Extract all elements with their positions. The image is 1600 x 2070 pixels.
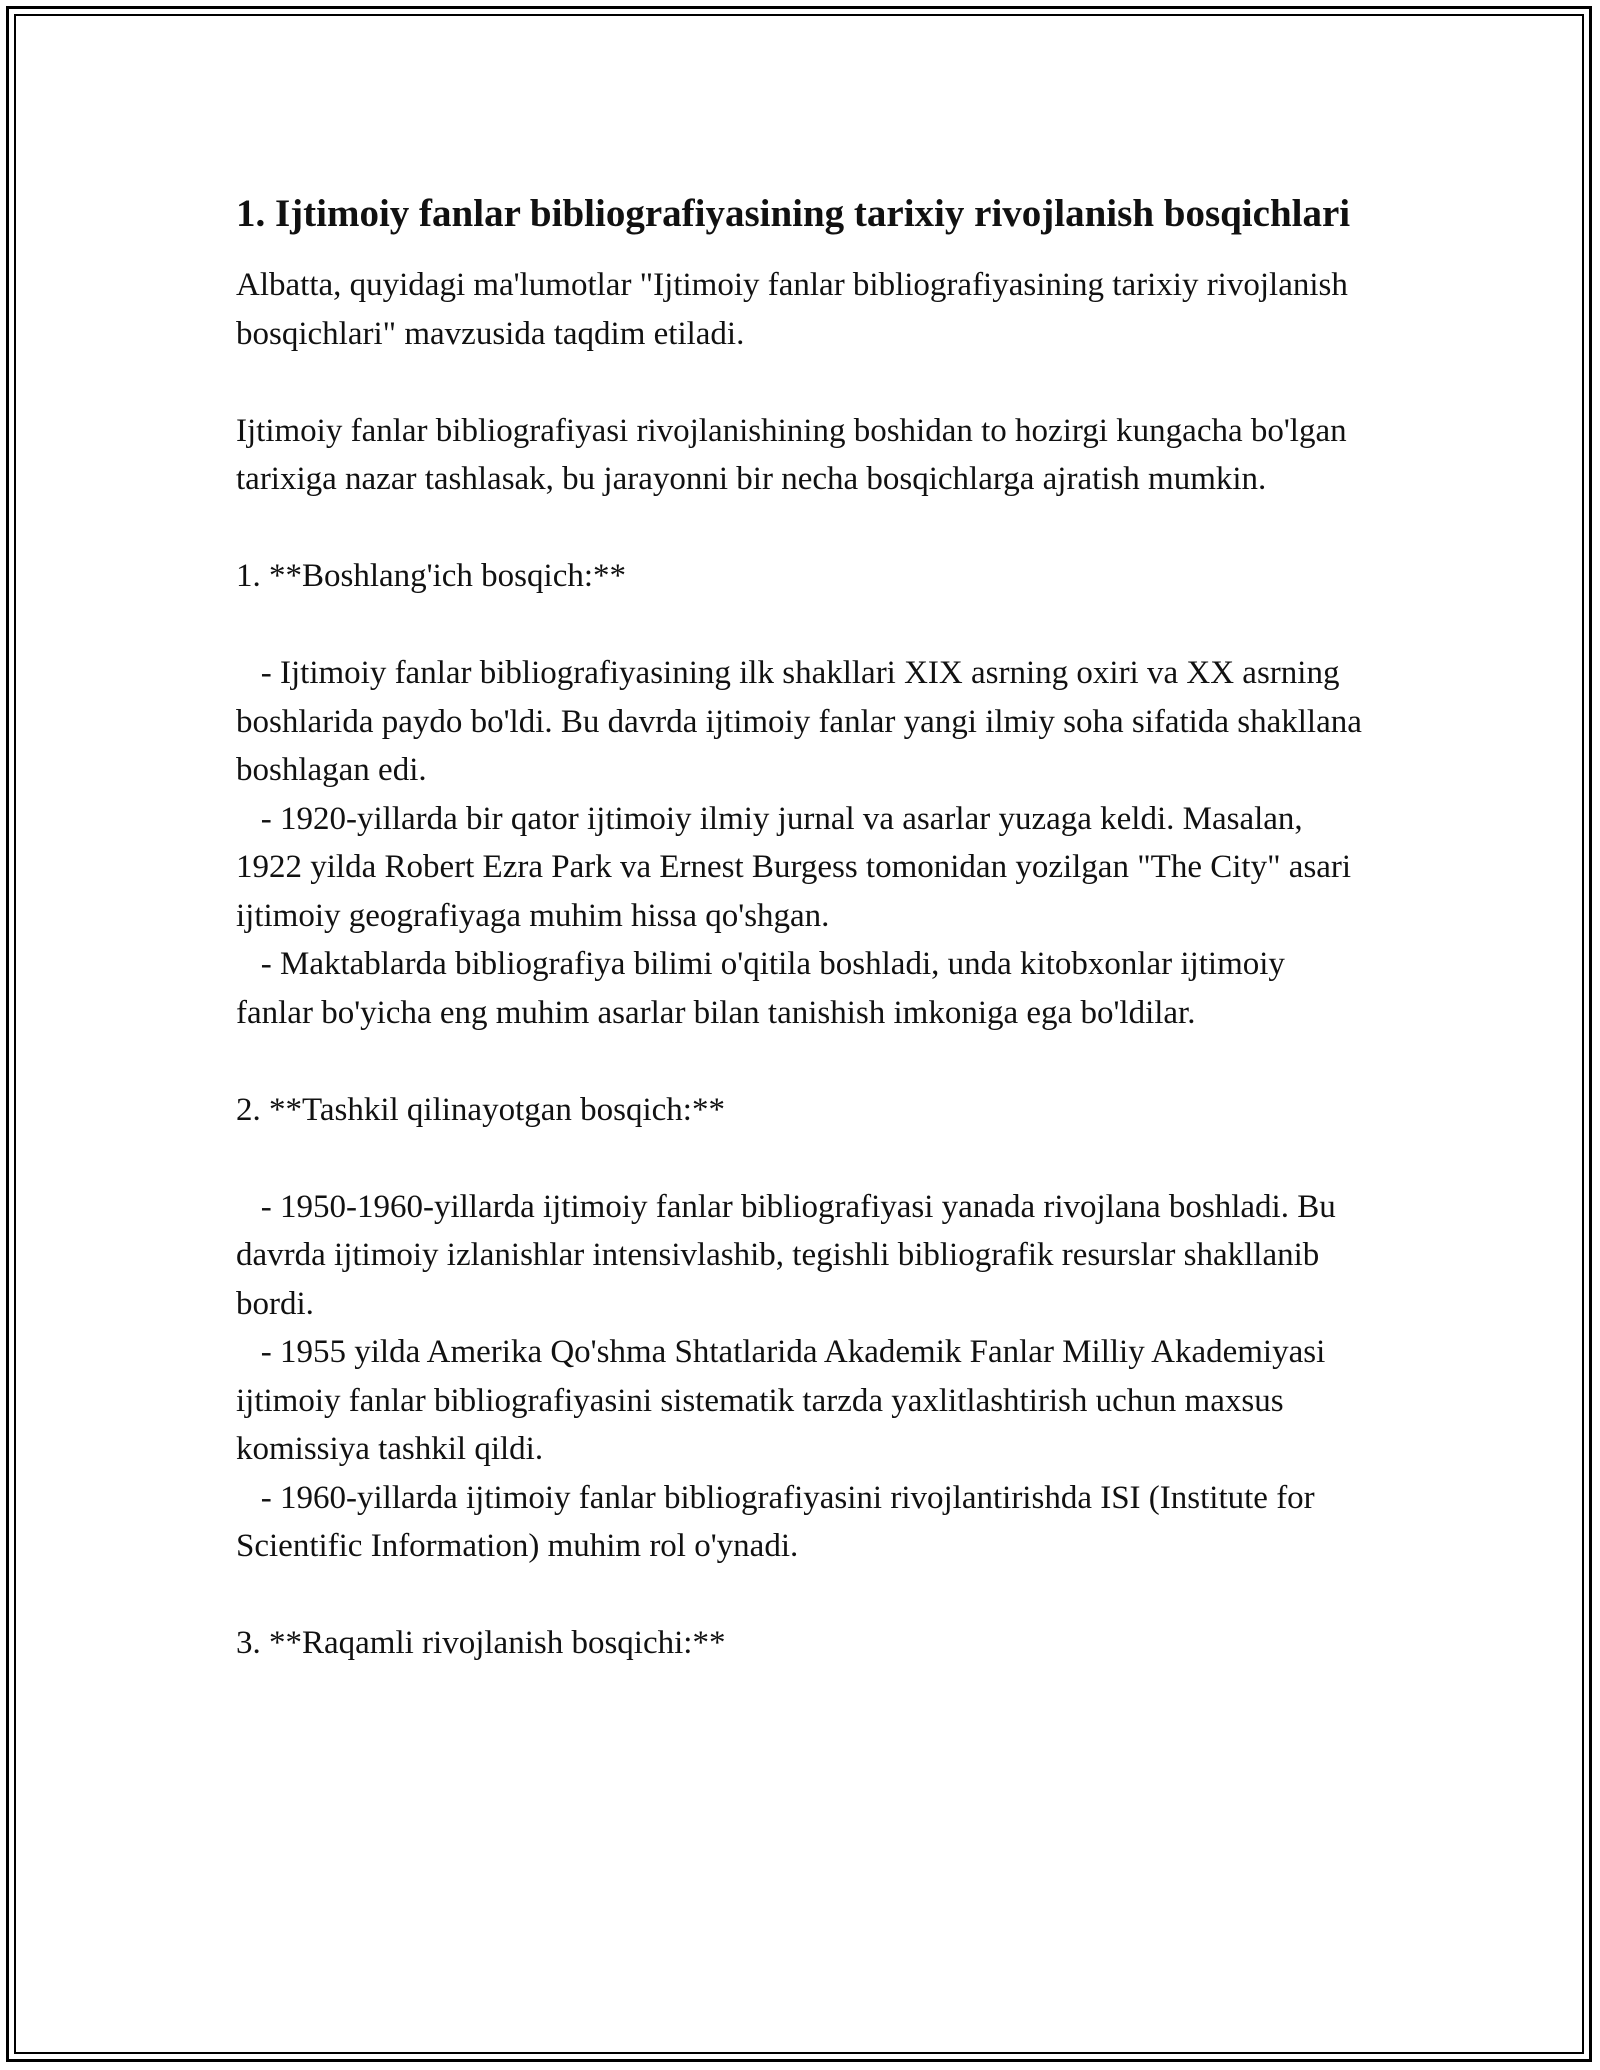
stage-1-item-1: - Ijtimoiy fanlar bibliografiyasining ilk shakllari XIX asrning oxiri va XX asrning boshlarida paydo bo'ldi. Bu davrda ijtimoiy fanlar yangi ilmiy soha sifatida shakllana boshlagan edi.: [236, 655, 1371, 788]
document-body: [236, 186, 1371, 1668]
overview-paragraph: Ijtimoiy fanlar bibliografiyasi rivojlanishining boshidan to hozirgi kungacha bo'lgan tarixiga nazar tashlasak, bu jarayonni bir necha bosqichlarga ajratish mumkin.: [236, 412, 1355, 497]
spacer: [236, 1037, 1366, 1086]
spacer: [236, 504, 1366, 553]
stage-heading-2: 2. **Tashkil qilinayotgan bosqich:**: [236, 1091, 725, 1128]
spacer: [236, 601, 1366, 650]
spacer: [236, 358, 1366, 407]
stage-2-item-1: - 1950-1960-yillarda ijtimoiy fanlar bibliografiyasi yanada rivojlana boshladi. Bu davrda ijtimoiy izlanishlar intensivlashib, tegishli bibliografik resurslar shakllanib bordi.: [236, 1188, 1344, 1322]
stage-2-item-3: - 1960-yillarda ijtimoiy fanlar bibliografiyasini rivojlantirishda ISI (Institute for Scientific Information) muhim rol o'ynadi.: [236, 1479, 1323, 1564]
stage-2-item-2: - 1955 yilda Amerika Qo'shma Shtatlarida Akademik Fanlar Milliy Akademiyasi ijtimoiy fanlar bibliografiyasini sistematik tarzda yaxlitlashtirish uchun maxsus komissiya tashkil qildi.: [236, 1334, 1334, 1467]
stage-heading-3: 3. **Raqamli rivojlanish bosqichi:**: [236, 1625, 726, 1661]
intro-paragraph: Albatta, quyidagi ma'lumotlar "Ijtimoiy fanlar bibliografiyasining tarixiy rivojlanish bosqichlari" mavzusida taqdim etiladi.: [236, 267, 1357, 352]
stage-heading-1: 1. **Boshlang'ich bosqich:**: [236, 558, 627, 594]
stage-1-item-2: - 1920-yillarda bir qator ijtimoiy ilmiy jurnal va asarlar yuzaga keldi. Masalan, 1922 yilda Robert Ezra Park va Ernest Burgess tomonidan yozilgan "The City" asari ijtimoiy geografiyaga muhim hissa qo'shgan.: [236, 800, 1360, 934]
stage-1-item-3: - Maktablarda bibliografiya bilimi o'qitila boshladi, unda kitobxonlar ijtimoiy fanlar bo'yicha eng muhim asarlar bilan tanishish imkoniga ega bo'ldilar.: [236, 946, 1294, 1031]
spacer: [236, 1571, 1366, 1620]
spacer: [236, 1134, 1366, 1183]
document-title: 1. Ijtimoiy fanlar bibliografiyasining tarixiy rivojlanish bosqichlari: [236, 192, 1351, 235]
